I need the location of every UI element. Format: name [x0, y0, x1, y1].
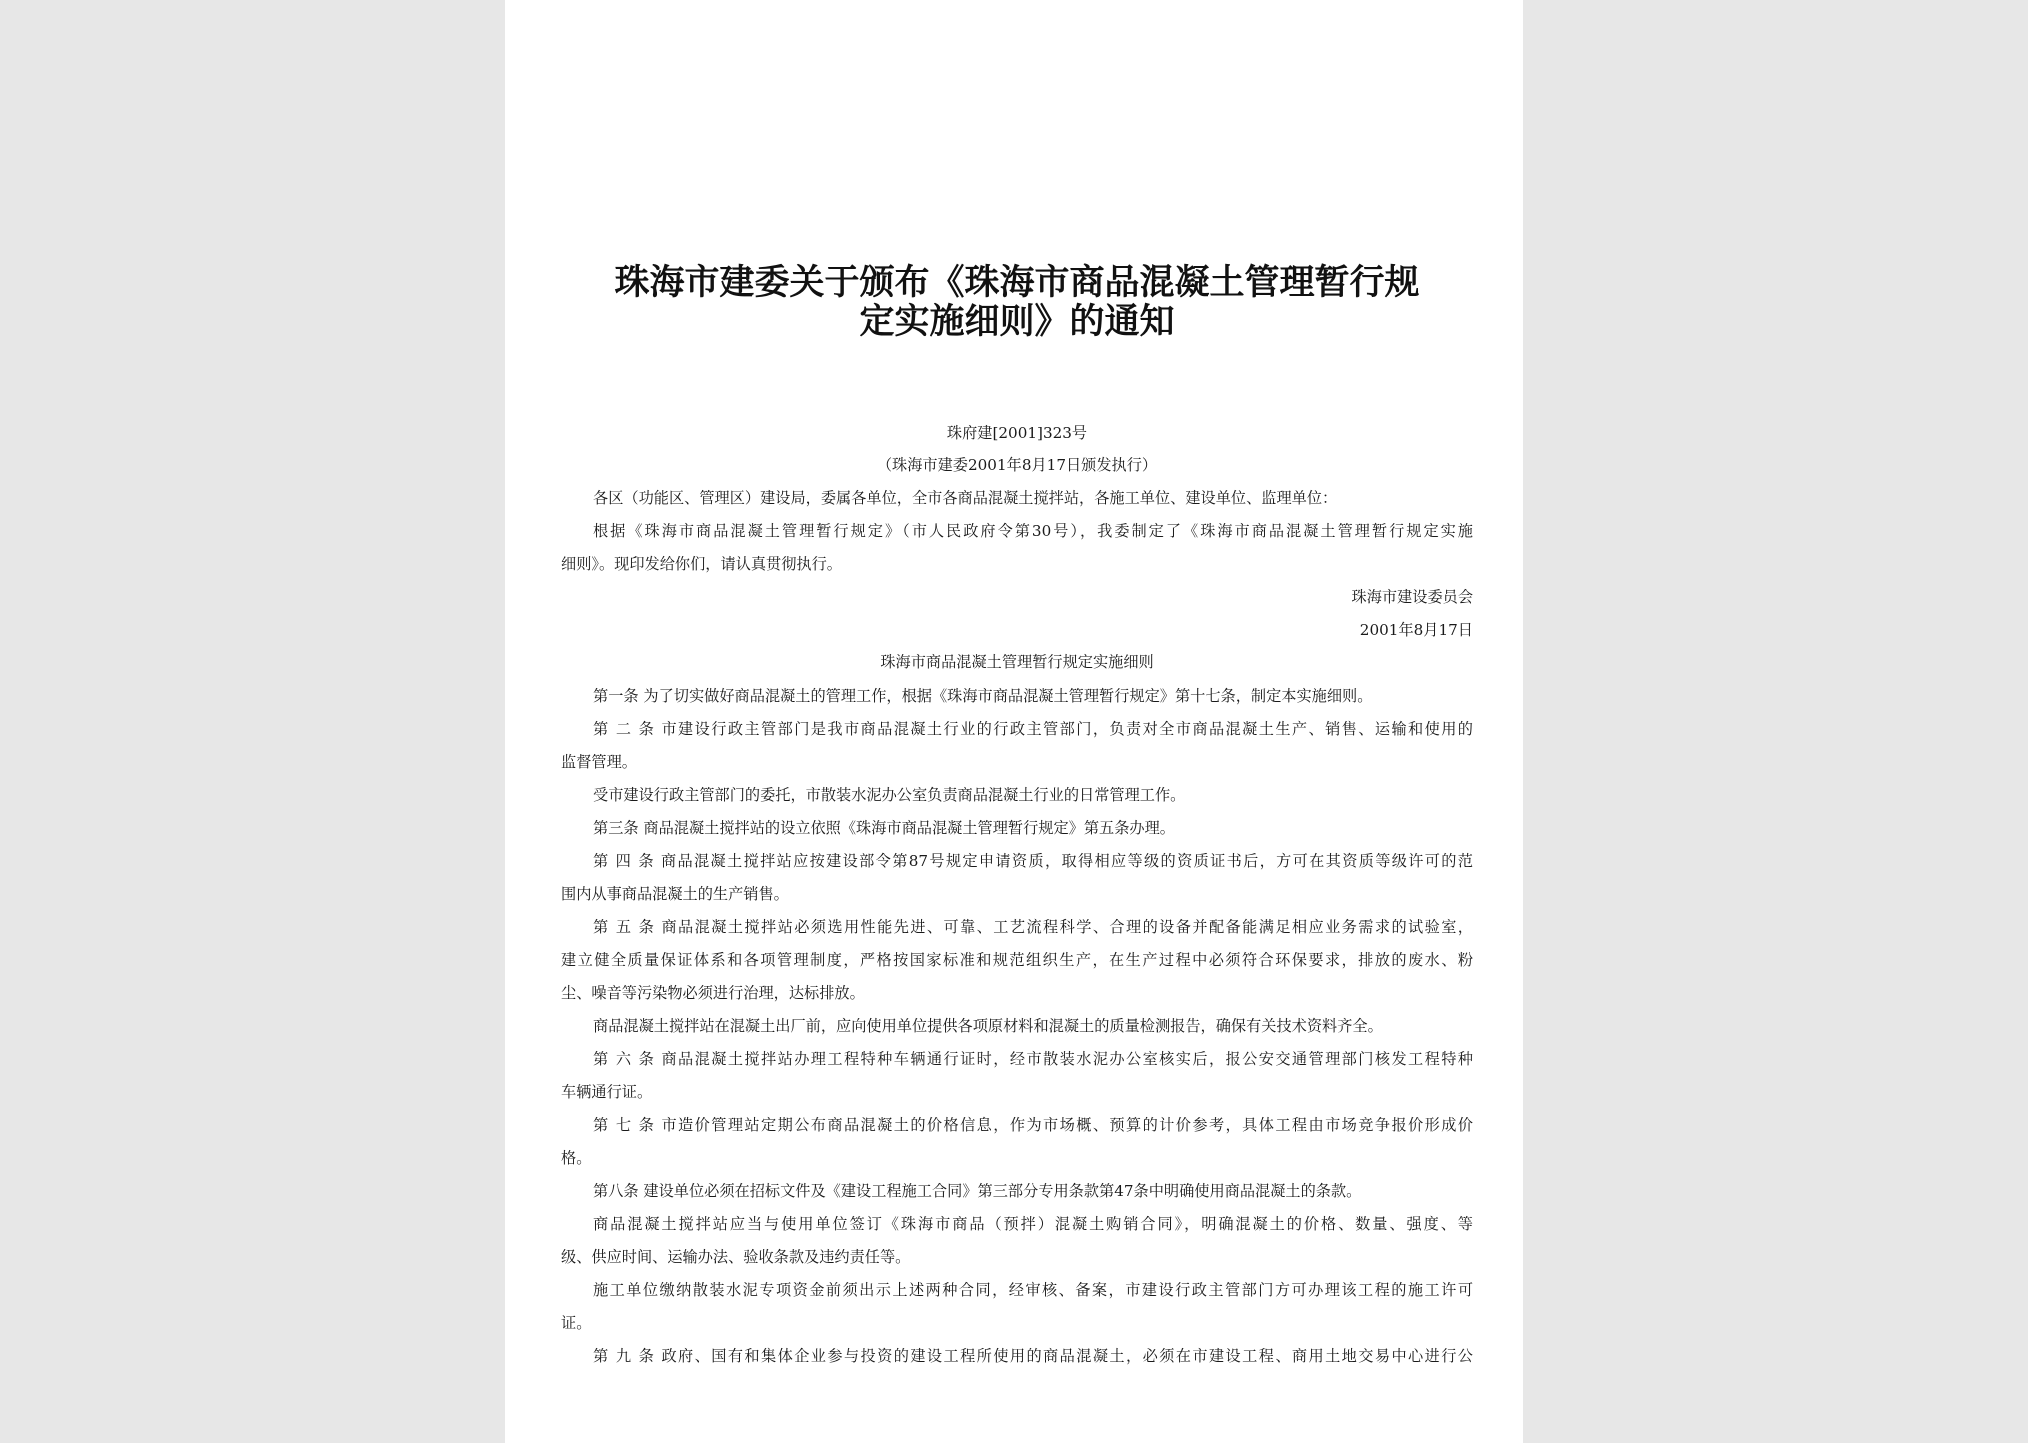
rule-paragraph-line: 第 七 条 市造价管理站定期公布商品混凝土的价格信息，作为市场概、预算的计价参考，具体工程由市场竞争报价形成价 [593, 1116, 1473, 1134]
document-title-line-1: 珠海市建委关于颁布《珠海市商品混凝土管理暂行规 [614, 262, 1420, 303]
rule-paragraph-line: 受市建设行政主管部门的委托，市散装水泥办公室负责商品混凝土行业的日常管理工作。 [593, 786, 1186, 804]
rule-paragraph-line: 第 五 条 商品混凝土搅拌站必须选用性能先进、可靠、工艺流程科学、合理的设备并配备能满足相应业务需求的试验室， [593, 918, 1473, 936]
rule-paragraph-line: 商品混凝土搅拌站在混凝土出厂前，应向使用单位提供各项原材料和混凝土的质量检测报告，确保有关技术资料齐全。 [593, 1017, 1383, 1035]
intro-line-1: 根据《珠海市商品混凝土管理暂行规定》（市人民政府令第30号），我委制定了《珠海市商品混凝土管理暂行规定实施 [593, 522, 1473, 540]
rule-paragraph-line: 第一条 为了切实做好商品混凝土的管理工作，根据《珠海市商品混凝土管理暂行规定》第十七条，制定本实施细则。 [593, 687, 1373, 705]
document-title-line-2: 定实施细则》的通知 [859, 301, 1175, 342]
rule-paragraph-line: 车辆通行证。 [561, 1083, 653, 1101]
rule-paragraph-line: 尘、噪音等污染物必须进行治理，达标排放。 [561, 984, 865, 1002]
rule-paragraph-line: 格。 [561, 1149, 592, 1167]
rule-paragraph-line: 第三条 商品混凝土搅拌站的设立依照《珠海市商品混凝土管理暂行规定》第五条办理。 [593, 819, 1175, 837]
rules-title: 珠海市商品混凝土管理暂行规定实施细则 [880, 653, 1154, 671]
signature-org: 珠海市建设委员会 [1351, 588, 1473, 606]
document-content [561, 0, 1473, 1443]
rule-paragraph-line: 监督管理。 [561, 753, 637, 771]
intro-line-2: 细则》。现印发给你们，请认真贯彻执行。 [561, 555, 842, 573]
rule-paragraph-line: 商品混凝土搅拌站应当与使用单位签订《珠海市商品（预拌）混凝土购销合同》，明确混凝土的价格、数量、强度、等 [593, 1215, 1473, 1233]
rule-paragraph-line: 级、供应时间、运输办法、验收条款及违约责任等。 [561, 1248, 911, 1266]
rule-paragraph-line: 施工单位缴纳散装水泥专项资金前须出示上述两种合同，经审核、备案，市建设行政主管部门方可办理该工程的施工许可 [593, 1281, 1473, 1299]
document-page [505, 0, 1523, 1443]
rule-paragraph-line: 第 九 条 政府、国有和集体企业参与投资的建设工程所使用的商品混凝土，必须在市建设工程、商用土地交易中心进行公 [593, 1347, 1473, 1365]
rule-paragraph-line: 第 四 条 商品混凝土搅拌站应按建设部令第87号规定申请资质，取得相应等级的资质证书后，方可在其资质等级许可的范 [593, 852, 1473, 870]
addressee-line: 各区（功能区、管理区）建设局，委属各单位，全市各商品混凝土搅拌站，各施工单位、建设单位、监理单位： [593, 489, 1338, 507]
signature-date: 2001年8月17日 [1359, 621, 1473, 639]
document-number: 珠府建[2001]323号 [946, 424, 1088, 442]
rule-paragraph-line: 建立健全质量保证体系和各项管理制度，严格按国家标准和规范组织生产，在生产过程中必须符合环保要求，排放的废水、粉 [561, 951, 1473, 969]
rule-paragraph-line: 第 二 条 市建设行政主管部门是我市商品混凝土行业的行政主管部门，负责对全市商品混凝土生产、销售、运输和使用的 [593, 720, 1473, 738]
rule-paragraph-line: 第八条 建设单位必须在招标文件及《建设工程施工合同》第三部分专用条款第47条中明确使用商品混凝土的条款。 [593, 1182, 1362, 1200]
rule-paragraph-line: 第 六 条 商品混凝土搅拌站办理工程特种车辆通行证时，经市散装水泥办公室核实后，报公安交通管理部门核发工程特种 [593, 1050, 1473, 1068]
rule-paragraph-line: 围内从事商品混凝土的生产销售。 [561, 885, 789, 903]
issued-note: （珠海市建委2001年8月17日颁发执行） [876, 456, 1158, 474]
rule-paragraph-line: 证。 [561, 1314, 592, 1332]
